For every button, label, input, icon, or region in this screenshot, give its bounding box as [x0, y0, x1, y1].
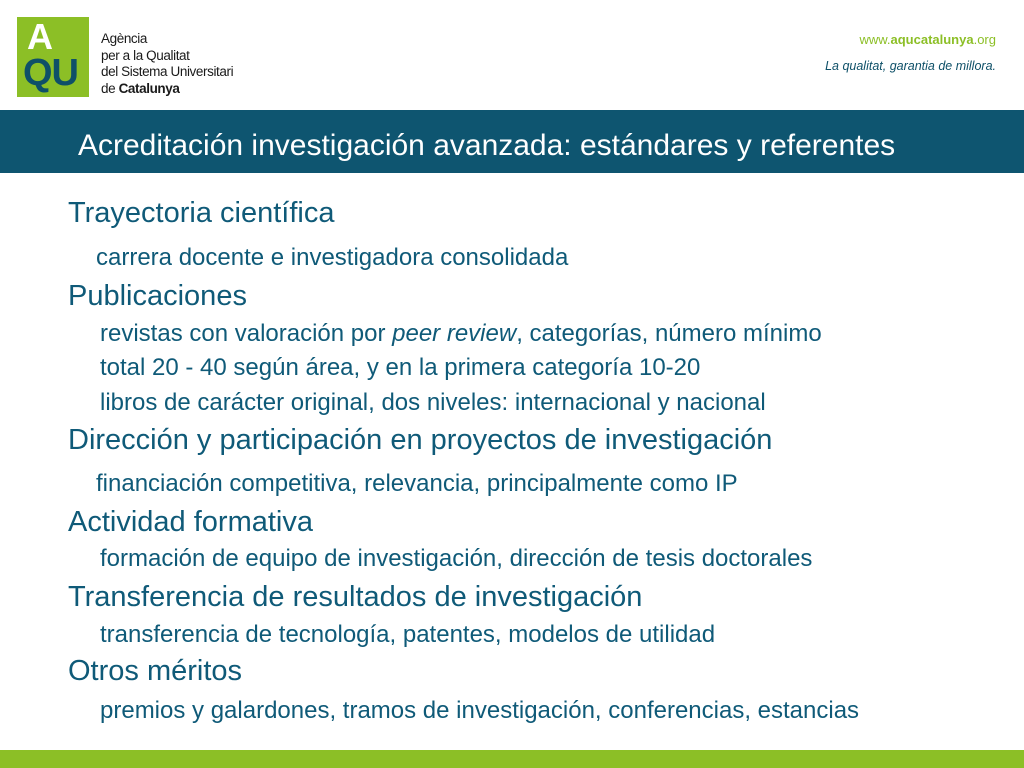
agency-line-4 — [101, 81, 233, 98]
peer-review-prefix: revistas con valoración por — [100, 320, 393, 347]
section-line-transferencia: transferencia de tecnología, patentes, modelos de utilidad — [100, 621, 716, 648]
slogan: La qualitat, garantia de millora. — [825, 59, 996, 73]
section-heading-trayectoria: Trayectoria científica — [68, 197, 335, 229]
section-line-trayectoria: carrera docente e investigadora consolidada — [96, 244, 569, 271]
section-heading-transferencia: Transferencia de resultados de investigación — [68, 581, 643, 613]
peer-review-suffix: , categorías, número mínimo — [516, 320, 822, 347]
agency-line-3: del Sistema Universitari — [101, 64, 234, 79]
url-domain: aqucatalunya — [890, 32, 974, 47]
url-prefix: www. — [859, 32, 891, 47]
section-line-actividad: formación de equipo de investigación, dirección de tesis doctorales — [100, 545, 813, 572]
peer-review-italic: peer review — [392, 320, 517, 347]
agency-line-2: per a la Qualitat — [101, 47, 190, 63]
section-line-publicaciones-3: libros de carácter original, dos niveles: internacional y nacional — [100, 389, 766, 416]
agency-line-4-prefix: de — [101, 80, 119, 96]
agency-name — [101, 31, 233, 97]
section-heading-otros: Otros méritos — [68, 655, 243, 687]
section-line-otros: premios y galardones, tramos de investigación, conferencias, estancias — [100, 697, 860, 724]
section-heading-publicaciones: Publicaciones — [68, 280, 247, 312]
slide-title: Acreditación investigación avanzada: estándares y referentes — [78, 129, 896, 162]
section-line-publicaciones-1 — [100, 319, 822, 348]
agency-line-1: Agència — [101, 31, 147, 46]
url-suffix: .org — [973, 32, 996, 47]
logo-letter-a: A — [27, 16, 53, 57]
section-heading-direccion: Dirección y participación en proyectos de investigación — [68, 424, 773, 456]
section-line-direccion: financiación competitiva, relevancia, principalmente como IP — [96, 470, 738, 497]
logo-letters-qu: QU — [23, 52, 78, 94]
section-line-publicaciones-2: total 20 - 40 según área, y en la primera categoría 10-20 — [100, 354, 701, 381]
section-heading-actividad: Actividad formativa — [68, 506, 313, 538]
footer-bar — [0, 750, 1024, 768]
agency-line-4-bold: Catalunya — [118, 80, 180, 96]
website-link[interactable] — [859, 32, 996, 47]
aqu-logo — [17, 17, 89, 97]
